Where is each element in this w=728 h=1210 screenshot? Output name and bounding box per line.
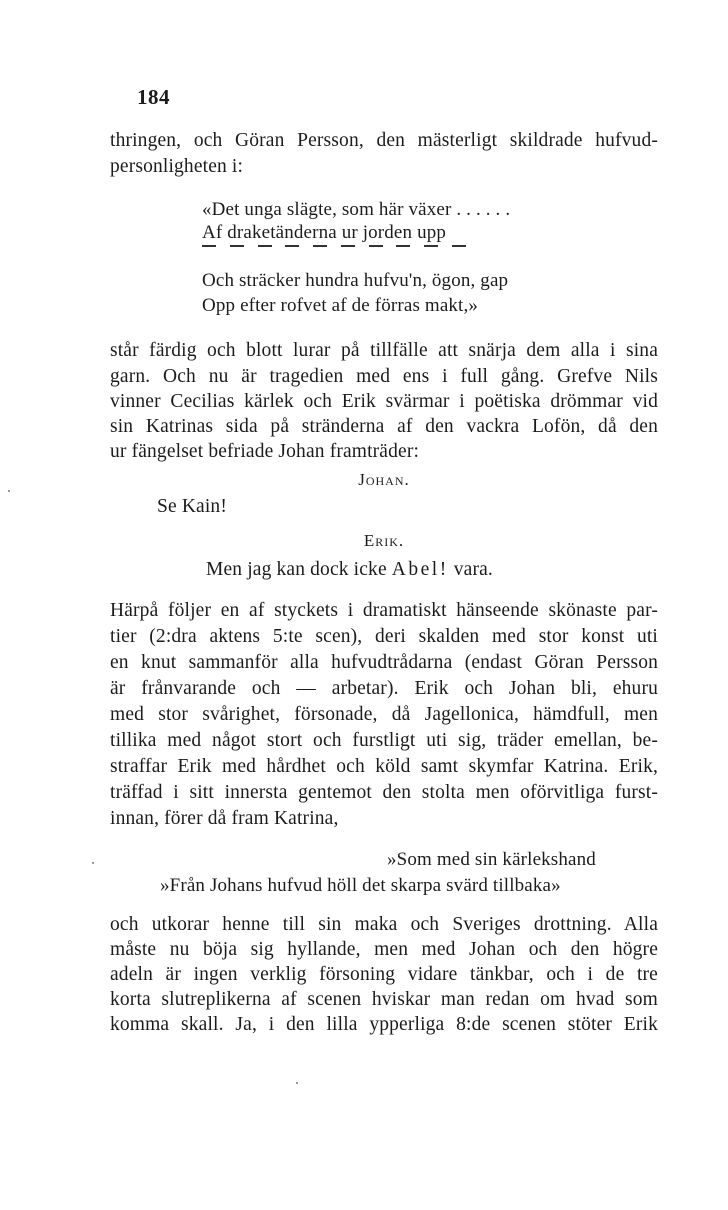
scan-speck <box>92 862 94 864</box>
verse-line: Af draketänderna ur jorden upp <box>202 222 447 243</box>
speaker-name-johan: Johan. <box>358 470 410 489</box>
text-line: adeln är ingen verklig försoning vidare tänkbar, och i de tre <box>110 964 658 985</box>
text-line: och utkorar henne till sin maka och Sveriges drottning. Alla <box>110 914 658 935</box>
text-line: tillika med något stort och furstligt uti sig, träder emellan, be- <box>110 730 658 751</box>
text-line: innan, förer då fram Katrina, <box>110 808 339 829</box>
dialogue-text: Men jag kan dock icke <box>206 559 387 580</box>
text-line: komma skall. Ja, i den lilla ypperliga 8:de scenen stöter Erik <box>110 1014 658 1035</box>
text-line: tier (2:dra aktens 5:te scen), deri skalden med stor konst uti <box>110 626 658 647</box>
text-line: ur fängelset befriade Johan framträder: <box>110 441 420 462</box>
text-line: står färdig och blott lurar på tillfälle att snärja dem alla i sina <box>110 340 658 361</box>
verse-line: «Det unga slägte, som här växer . . . . . . <box>202 199 511 220</box>
text-line: Härpå följer en af styckets i dramatiskt hänseende skönaste par- <box>110 600 658 621</box>
page-number: 184 <box>137 85 170 109</box>
text-line: thringen, och Göran Persson, den mästerligt skildrade hufvud- <box>110 130 658 151</box>
scan-speck <box>8 490 10 492</box>
speaker-name-erik: Erik. <box>363 531 405 550</box>
verse-line: »Som med sin kärlekshand <box>387 849 596 870</box>
dialogue-text: vara. <box>453 559 493 580</box>
scan-speck <box>296 1082 298 1084</box>
text-line: straffar Erik med hårdhet och köld samt skymfar Katrina. Erik, <box>110 756 658 777</box>
text-line: sin Katrinas sida på stränderna af den vackra Lofön, då den <box>110 416 658 437</box>
text-line: korta slutreplikerna af scenen hviskar man redan om hvad som <box>110 989 658 1010</box>
emphasized-name: Abel! <box>391 559 449 580</box>
dialogue-line <box>206 557 493 583</box>
dialogue-line: Se Kain! <box>157 496 227 517</box>
text-line: med stor svårighet, försonade, då Jagellonica, hämdfull, men <box>110 704 658 725</box>
verse-omission-dashes <box>202 245 466 249</box>
text-line: vinner Cecilias kärlek och Erik svärmar i poëtiska drömmar vid <box>110 391 658 412</box>
text-line: garn. Och nu är tragedien med ens i full gång. Grefve Nils <box>110 366 658 387</box>
text-line: måste nu böja sig hyllande, men med Johan och den högre <box>110 939 658 960</box>
text-line: träffad i sitt innersta gentemot den stolta men oförvitliga furst- <box>110 782 658 803</box>
verse-line: Och sträcker hundra hufvu'n, ögon, gap <box>202 270 509 291</box>
verse-line: Opp efter rofvet af de förras makt,» <box>202 295 479 316</box>
text-line: är frånvarande och — arbetar). Erik och Johan bli, ehuru <box>110 678 658 699</box>
verse-line: »Från Johans hufvud höll det skarpa svärd tillbaka» <box>160 875 561 896</box>
text-line: en knut sammanför alla hufvudtrådarna (endast Göran Persson <box>110 652 658 673</box>
text-line: personligheten i: <box>110 156 244 177</box>
